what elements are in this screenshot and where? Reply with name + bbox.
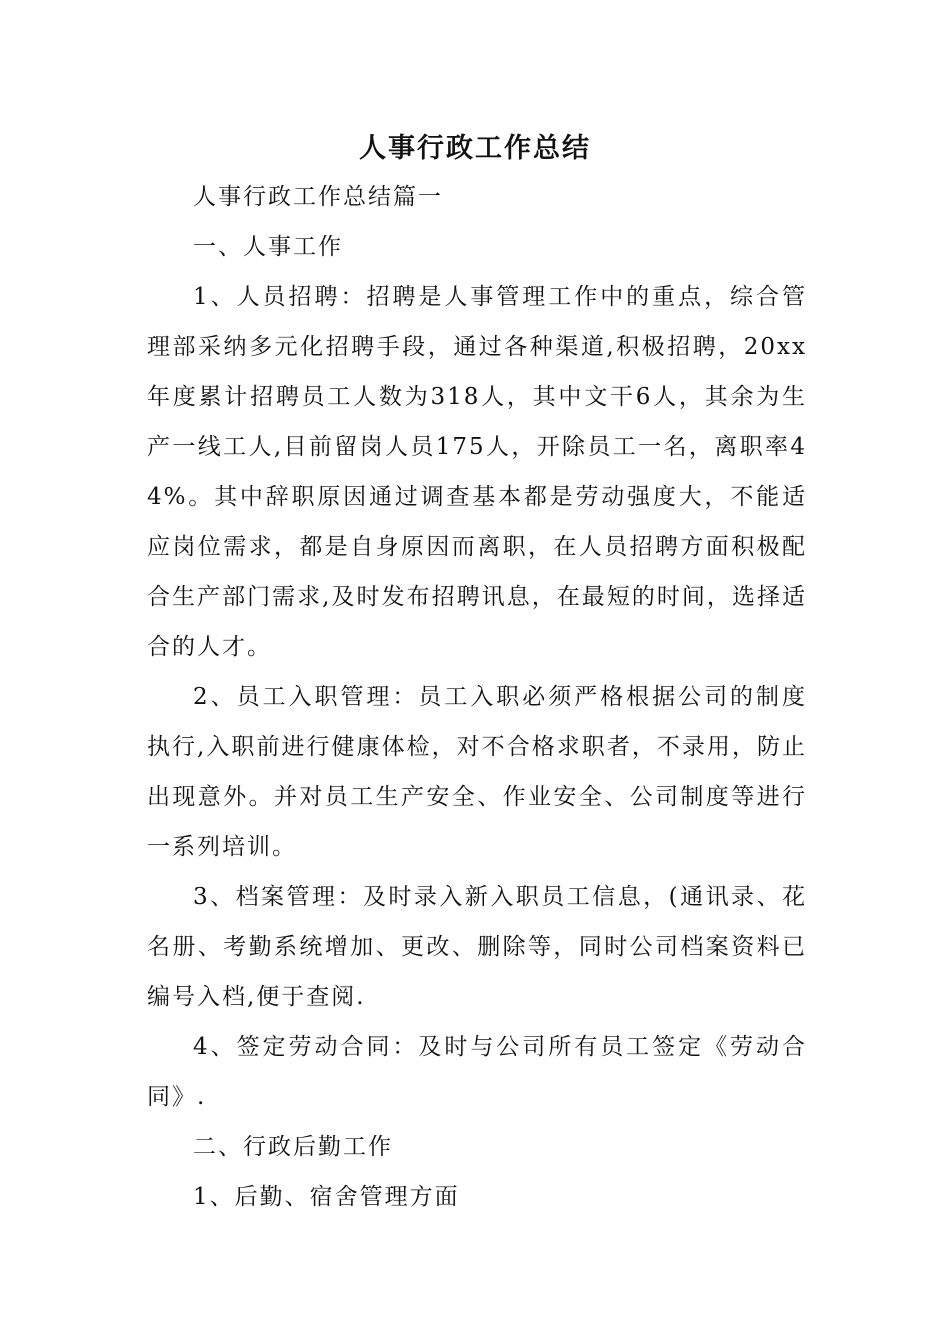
paragraph-recruitment: 1、人员招聘：招聘是人事管理工作中的重点，综合管理部采纳多元化招聘手段，通过各种渠道,积极招聘，20xx年度累计招聘员工人数为318人，其中文干6人，其余为生产一线工人,目前留岗人员175人，开除员工一名，离职率44%。其中辞职原因通过调查基本都是劳动强度大，不能适应岗位需求，都是自身原因而离职，在人员招聘方面积极配合生产部门需求,及时发布招聘讯息，在最短的时间，选择适合的人才。 [147,284,807,660]
document-title: 人事行政工作总结 [359,133,591,164]
paragraph-logistics: 1、后勤、宿舍管理方面 [193,1184,460,1210]
paragraph-archives: 3、档案管理：及时录入新入职员工信息，(通讯录、花名册、考勤系统增加、更改、删除等，同时公司档案资料已编号入档,便于查阅. [147,884,807,1010]
document-body [147,172,807,1222]
section-heading-personnel: 一、人事工作 [193,234,343,260]
paragraph-onboarding: 2、员工入职管理：员工入职必须严格根据公司的制度执行,入职前进行健康体检，对不合格求职者，不录用，防止出现意外。并对员工生产安全、作业安全、公司制度等进行一系列培训。 [147,684,807,860]
paragraph-subtitle: 人事行政工作总结篇一 [193,184,443,210]
section-heading-admin: 二、行政后勤工作 [193,1134,393,1160]
paragraph-labor-contract: 4、签定劳动合同：及时与公司所有员工签定《劳动合同》. [147,1034,807,1110]
